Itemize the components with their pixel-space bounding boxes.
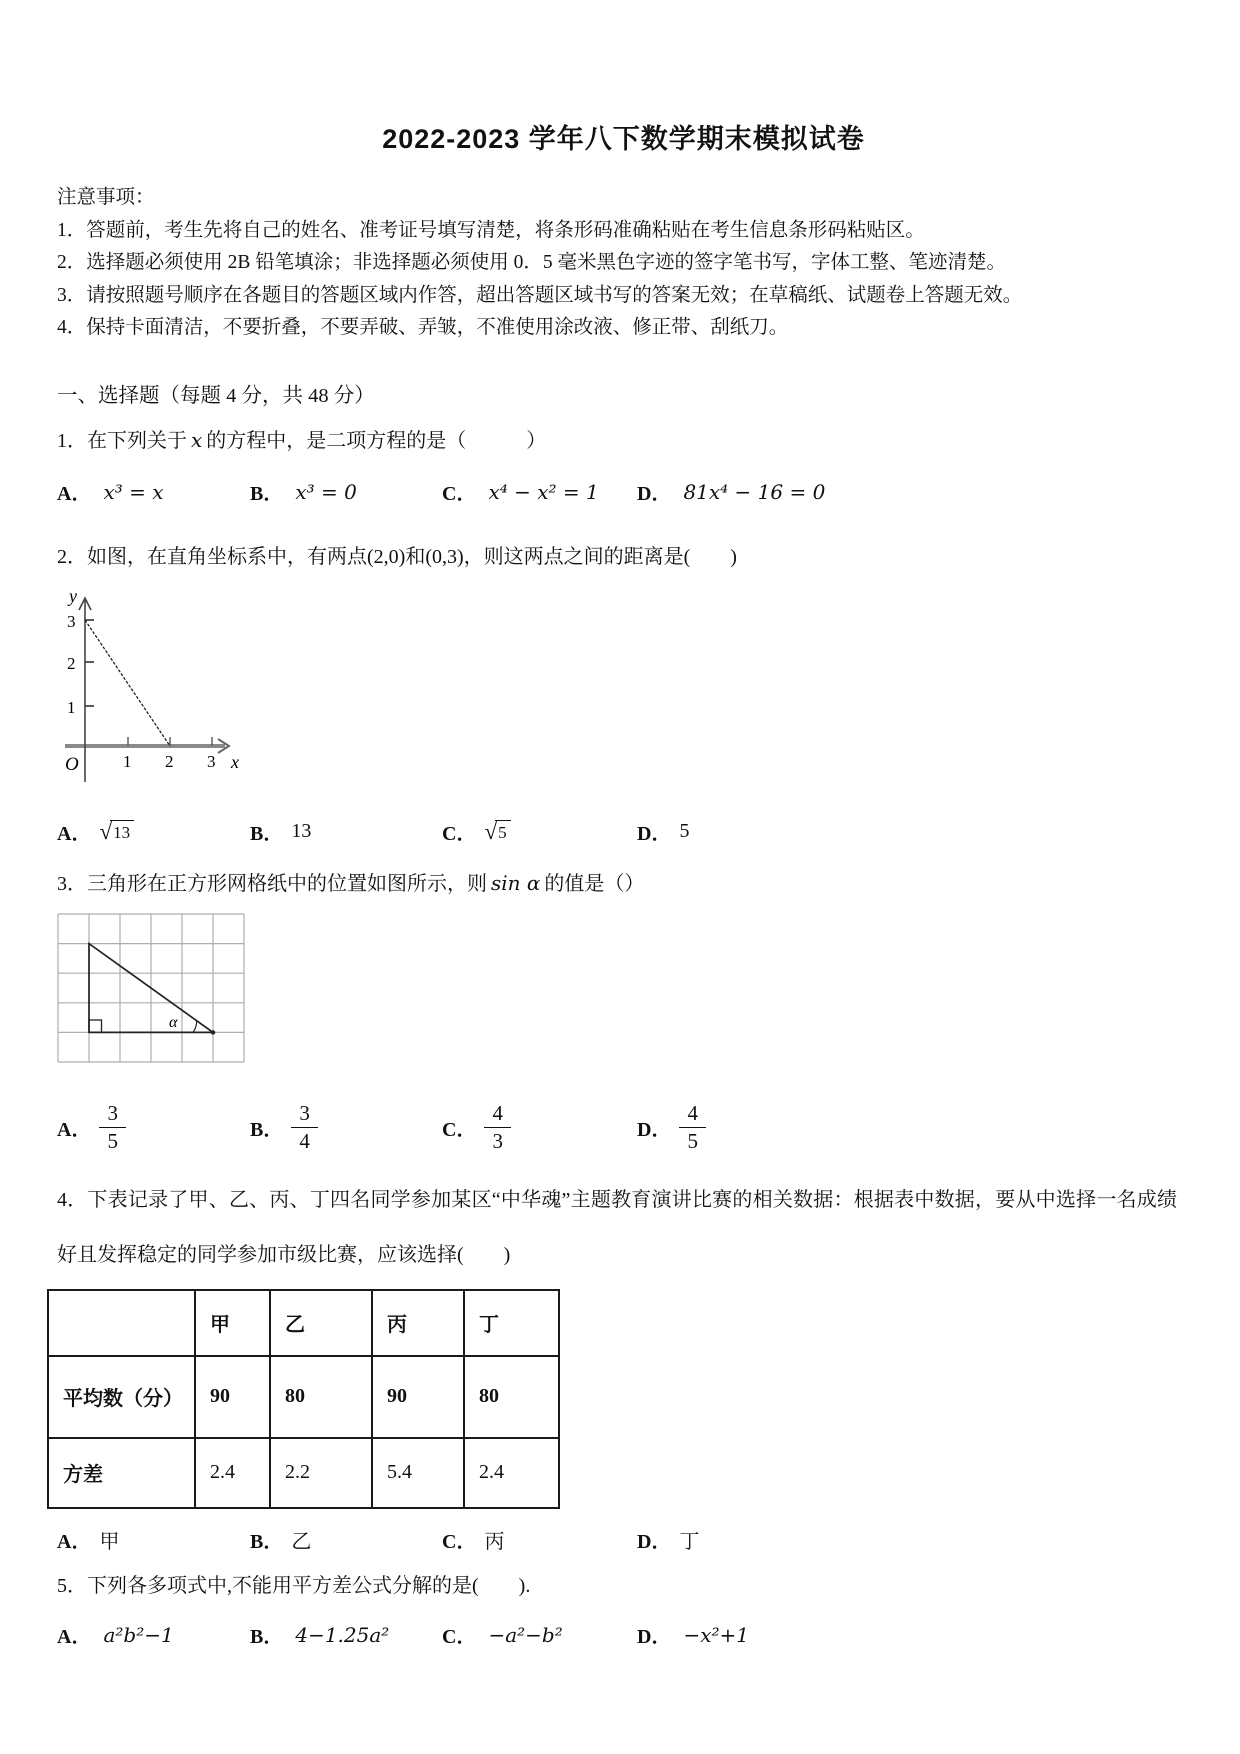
y-tick-label-3: 3: [67, 611, 76, 631]
q2-option-a-radical: [99, 820, 134, 843]
y-axis-label: y: [69, 585, 77, 606]
table-header-bing: 丙: [372, 1290, 464, 1356]
right-angle-marker: [89, 1020, 102, 1032]
notice-item-4: 4．保持卡面清洁，不要折叠，不要弄破、弄皱，不准使用涂改液、修正带、刮纸刀。: [57, 317, 789, 338]
q1-stem-prefix: 1．在下列关于: [57, 429, 187, 452]
q3-option-b: [250, 1101, 442, 1154]
y-tick-label-1: 1: [67, 697, 76, 717]
radical-sign: √: [99, 818, 113, 844]
mean-bing: 90: [372, 1356, 464, 1438]
variance-yi: 2.2: [270, 1438, 372, 1508]
variance-ding: 2.4: [464, 1438, 559, 1508]
question-1-stem: [57, 425, 1190, 456]
q3-option-a: [57, 1101, 250, 1154]
q3-option-c-label: C．: [442, 1119, 477, 1141]
question-4-stem: 4．下表记录了甲、乙、丙、丁四名同学参加某区“中华魂”主题教育演讲比赛的相关数据：根据表中数据，要从中选择一名成绩好且发挥稳定的同学参加市级比赛，应该选择( ): [57, 1188, 1177, 1266]
q5-option-b: [250, 1620, 442, 1649]
question-3-stem: [57, 868, 1190, 899]
q1-option-c-formula: x⁴ − x² = 1: [488, 479, 599, 504]
q3-option-b-fraction: [291, 1101, 318, 1154]
x-tick-label-1: 1: [123, 751, 132, 771]
q5-option-b-formula: 4−1.25a²: [295, 1622, 390, 1647]
q3-grid-triangle-figure: [57, 913, 1190, 1071]
question-3-options: [57, 1099, 1190, 1157]
q1-option-a-formula: x³ = x: [103, 479, 164, 504]
q4-option-a-label: A．: [57, 1531, 92, 1553]
table-header-yi: 乙: [270, 1290, 372, 1356]
q1-option-b-formula: x³ = 0: [295, 479, 357, 504]
q3-option-d-fraction: [679, 1101, 706, 1154]
origin-label: O: [65, 753, 79, 775]
q2-option-c: [442, 817, 637, 846]
question-5-options: [57, 1617, 1190, 1653]
table-header-jia: 甲: [195, 1290, 270, 1356]
q1-option-a-label: A．: [57, 483, 92, 505]
q1-option-d-formula: 81x⁴ − 16 = 0: [683, 479, 826, 504]
numerator: 3: [291, 1101, 318, 1128]
q3-option-b-label: B．: [250, 1119, 284, 1141]
q5-option-c-formula: −a²−b²: [488, 1622, 563, 1647]
question-5-stem: 5．下列各多项式中,不能用平方差公式分解的是( ).: [57, 1574, 531, 1597]
notice-section: [57, 182, 1190, 345]
q5-option-c: [442, 1620, 637, 1649]
mean-jia: 90: [195, 1356, 270, 1438]
q2-option-d: [637, 817, 1190, 846]
q1-option-a: [57, 477, 250, 506]
alpha-label: α: [169, 1013, 178, 1031]
q4-option-b-value: 乙: [291, 1531, 312, 1553]
plotted-segment: [85, 620, 170, 746]
q3-option-c: [442, 1101, 637, 1154]
row-label-variance: 方差: [48, 1438, 195, 1508]
q4-option-a-value: 甲: [99, 1531, 120, 1553]
question-2-stem: 2．如图，在直角坐标系中，有两点(2,0)和(0,3)，则这两点之间的距离是( ): [57, 545, 737, 568]
variance-bing: 5.4: [372, 1438, 464, 1508]
denominator: 4: [299, 1129, 310, 1153]
q2-option-b-value: 13: [291, 820, 312, 842]
q3-stem-suffix: 的值是（）: [544, 872, 645, 895]
q5-option-b-label: B．: [250, 1626, 284, 1648]
mean-ding: 80: [464, 1356, 559, 1438]
q4-option-d-value: 丁: [679, 1531, 700, 1553]
q4-option-a: [57, 1525, 250, 1554]
q5-option-d-label: D．: [637, 1626, 672, 1648]
q1-option-c: [442, 477, 637, 506]
x-axis-label: x: [231, 751, 239, 772]
y-tick-label-2: 2: [67, 653, 76, 673]
q1-stem-suffix: 的方程中，是二项方程的是（ ）: [206, 429, 547, 452]
notice-item-1: 1．答题前，考生先将自己的姓名、准考证号填写清楚，将条形码准确粘贴在考生信息条形码粘贴区。: [57, 219, 925, 241]
q1-option-b-label: B．: [250, 483, 284, 505]
q2-option-c-label: C．: [442, 823, 477, 845]
section-1-heading: 一、选择题（每题 4 分，共 48 分）: [57, 384, 375, 407]
q2-option-d-label: D．: [637, 823, 672, 845]
row-label-mean: 平均数（分）: [48, 1356, 195, 1438]
variance-jia: 2.4: [195, 1438, 270, 1508]
q2-option-c-radical: [484, 820, 510, 843]
q2-option-b: [250, 817, 442, 846]
question-2-options: [57, 814, 1190, 850]
q4-option-c-label: C．: [442, 1531, 477, 1553]
q3-option-a-label: A．: [57, 1119, 92, 1141]
q4-option-b-label: B．: [250, 1531, 284, 1553]
q2-option-b-label: B．: [250, 823, 284, 845]
q1-stem-variable: x: [191, 427, 203, 452]
q1-option-b: [250, 477, 442, 506]
question-1-options: [57, 474, 1190, 510]
numerator: 3: [99, 1101, 126, 1128]
q2-coordinate-figure: [57, 586, 1190, 792]
q5-option-d: [637, 1620, 1190, 1649]
denominator: 5: [687, 1129, 698, 1153]
q2-option-a: [57, 817, 250, 846]
q3-option-c-fraction: [484, 1101, 511, 1154]
q4-score-table: [47, 1289, 560, 1509]
table-corner-cell: [48, 1290, 195, 1356]
q5-option-a: [57, 1620, 250, 1649]
q1-option-d: [637, 477, 1190, 506]
q4-option-c-value: 丙: [484, 1531, 505, 1553]
notice-item-3: 3．请按照题号顺序在各题目的答题区域内作答，超出答题区域书写的答案无效；在草稿纸、试题卷上答题无效。: [57, 284, 1023, 306]
q2-option-a-label: A．: [57, 823, 92, 845]
q3-stem-prefix: 3．三角形在正方形网格纸中的位置如图所示，则: [57, 872, 487, 895]
mean-yi: 80: [270, 1356, 372, 1438]
table-header-ding: 丁: [464, 1290, 559, 1356]
q4-option-d-label: D．: [637, 1531, 672, 1553]
q4-option-c: [442, 1525, 637, 1554]
q5-option-c-label: C．: [442, 1626, 477, 1648]
x-tick-label-2: 2: [165, 751, 174, 771]
q2-option-d-value: 5: [679, 820, 690, 842]
radicand: 13: [110, 820, 134, 843]
q3-option-d: [637, 1101, 1190, 1154]
denominator: 5: [107, 1129, 118, 1153]
notice-item-2: 2．选择题必须使用 2B 铅笔填涂；非选择题必须使用 0．5 毫米黑色字迹的签字笔书写，字体工整、笔迹清楚。: [57, 252, 1007, 273]
numerator: 4: [679, 1101, 706, 1128]
x-tick-label-3: 3: [207, 751, 216, 771]
notice-heading: 注意事项：: [57, 187, 155, 208]
angle-arc: [193, 1020, 197, 1032]
numerator: 4: [484, 1101, 511, 1128]
q4-option-b: [250, 1525, 442, 1554]
table-row-mean: [48, 1356, 559, 1438]
q4-option-d: [637, 1525, 1190, 1554]
table-header-row: [48, 1290, 559, 1356]
q5-option-a-formula: a²b²−1: [103, 1622, 174, 1647]
q3-stem-math: sin α: [491, 870, 541, 895]
radicand: 5: [495, 820, 511, 843]
radical-sign: √: [484, 818, 498, 844]
vertex-dot: [211, 1030, 215, 1034]
q3-option-d-label: D．: [637, 1119, 672, 1141]
q3-option-a-fraction: [99, 1101, 126, 1154]
denominator: 3: [492, 1129, 503, 1153]
question-4-options: [57, 1525, 1190, 1555]
q5-option-d-formula: −x²+1: [683, 1622, 749, 1647]
q1-option-d-label: D．: [637, 483, 672, 505]
table-row-variance: [48, 1438, 559, 1508]
q1-option-c-label: C．: [442, 483, 477, 505]
page-title: 2022-2023 学年八下数学期末模拟试卷: [382, 124, 865, 154]
q5-option-a-label: A．: [57, 1626, 92, 1648]
